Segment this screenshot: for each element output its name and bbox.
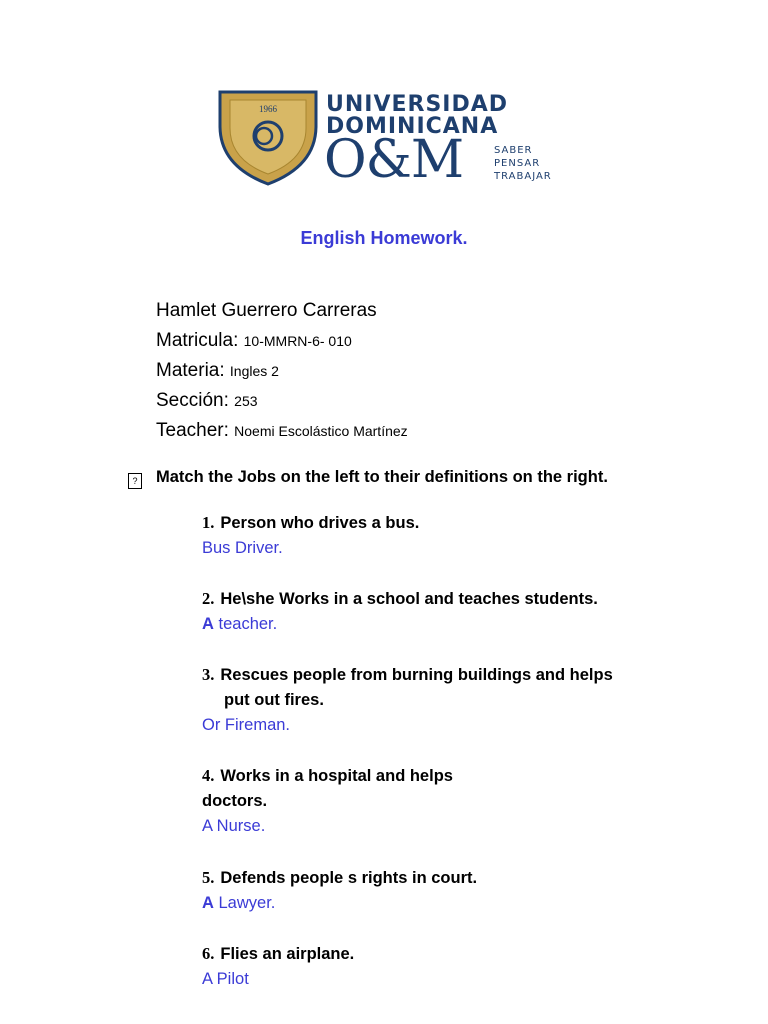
university-logo <box>216 86 556 190</box>
answer-text: A teacher. <box>202 615 278 633</box>
university-name-line1: UNIVERSIDAD <box>326 92 509 117</box>
question-2 <box>202 586 598 637</box>
answer-text: A Nurse. <box>202 817 266 835</box>
teacher-row <box>156 416 408 446</box>
teacher-label: Teacher: <box>156 420 229 441</box>
question-6 <box>202 941 354 992</box>
question-text: 5. Defends people s rights in court. <box>202 868 478 887</box>
motto <box>494 144 552 183</box>
crest-year: 1966 <box>259 104 277 114</box>
seccion-value: 253 <box>234 393 258 409</box>
motto-line: SABER <box>494 145 533 156</box>
university-name-line2: DOMINICANA <box>326 114 499 139</box>
answer-text: A Lawyer. <box>202 894 276 912</box>
document-title: English Homework. <box>300 228 468 248</box>
question-number: 4. <box>202 766 215 785</box>
university-crest-icon <box>216 86 320 186</box>
brand-wordmark: O&M <box>324 130 464 190</box>
missing-glyph-icon: ? <box>128 473 142 489</box>
question-number: 1. <box>202 513 215 532</box>
materia-value: Ingles 2 <box>229 363 279 379</box>
question-4 <box>202 763 453 839</box>
question-text: 4. Works in a hospital and helps <box>202 766 453 785</box>
answer-text: Bus Driver. <box>202 539 283 557</box>
materia-row <box>156 356 408 386</box>
question-number: 5. <box>202 868 215 887</box>
motto-line: PENSAR <box>494 158 541 169</box>
answer-text: A Pilot <box>202 970 249 988</box>
materia-label: Materia: <box>156 360 225 381</box>
question-number: 2. <box>202 589 215 608</box>
question-text-continued: doctors. <box>202 792 268 810</box>
question-text: 1. Person who drives a bus. <box>202 513 420 532</box>
instruction <box>128 468 608 489</box>
question-number: 3. <box>202 665 215 684</box>
question-text-continued: put out fires. <box>224 691 324 709</box>
question-3 <box>202 662 613 738</box>
question-text: 3. Rescues people from burning buildings and helps <box>202 665 613 684</box>
teacher-value: Noemi Escolástico Martínez <box>234 423 408 439</box>
question-5 <box>202 865 477 916</box>
motto-line: TRABAJAR <box>494 171 552 182</box>
question-text: 2. He\she Works in a school and teaches students. <box>202 589 598 608</box>
question-text: 6. Flies an airplane. <box>202 944 355 963</box>
instruction-text: Match the Jobs on the left to their definitions on the right. <box>156 468 608 486</box>
answer-text: Or Fireman. <box>202 716 291 734</box>
matricula-label: Matricula: <box>156 330 239 351</box>
student-name: Hamlet Guerrero Carreras <box>156 300 377 321</box>
matricula-value: 10-MMRN-6- 010 <box>243 333 352 349</box>
matricula-row <box>156 326 408 356</box>
question-number: 6. <box>202 944 215 963</box>
question-1 <box>202 510 419 561</box>
seccion-row <box>156 386 408 416</box>
student-info <box>156 296 408 446</box>
seccion-label: Sección: <box>156 390 229 411</box>
